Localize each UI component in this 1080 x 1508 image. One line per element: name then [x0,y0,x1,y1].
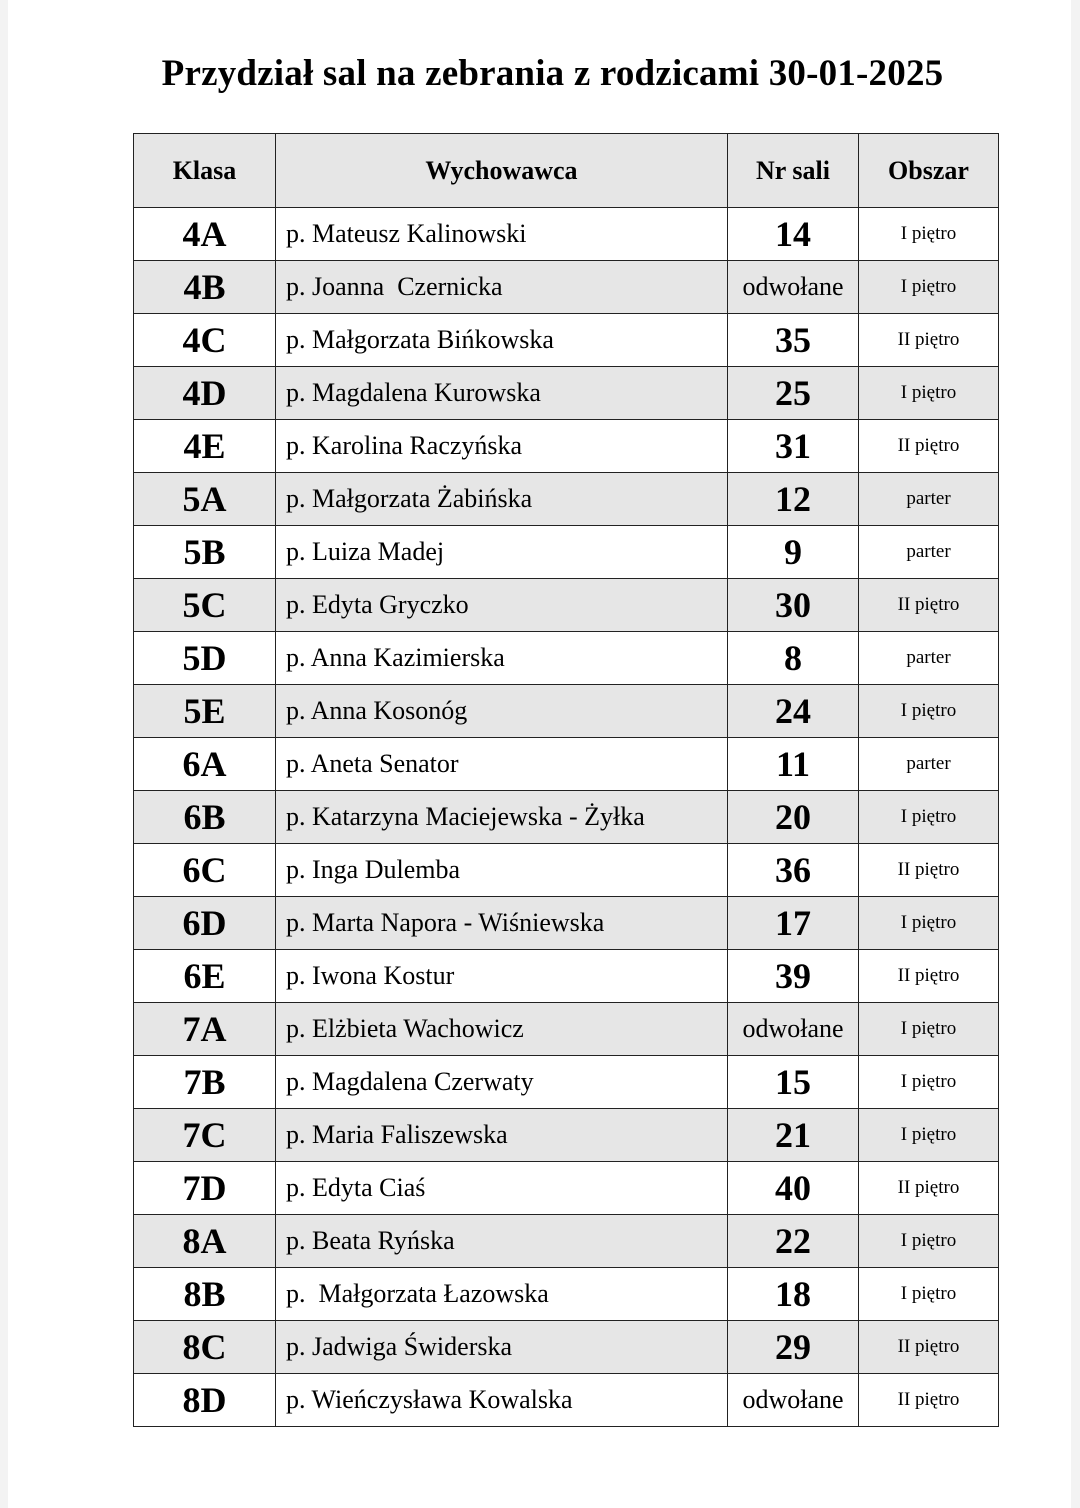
cell-nr-sali: 15 [728,1056,859,1109]
cell-klasa: 8B [134,1268,276,1321]
cell-obszar: parter [859,632,999,685]
header-obszar: Obszar [859,134,999,208]
cell-obszar: I piętro [859,685,999,738]
table-row [134,738,999,791]
table-row [134,1003,999,1056]
cell-klasa: 6B [134,791,276,844]
cell-obszar: I piętro [859,261,999,314]
cell-klasa: 6C [134,844,276,897]
cell-nr-sali: odwołane [728,1003,859,1056]
cell-nr-sali: odwołane [728,1374,859,1427]
table-row [134,632,999,685]
cell-obszar: parter [859,526,999,579]
cell-obszar: parter [859,738,999,791]
table-row [134,261,999,314]
table-row [134,1321,999,1374]
cell-nr-sali: 11 [728,738,859,791]
table-body [134,208,999,1427]
cell-wychowawca: p. Karolina Raczyńska [276,420,728,473]
cell-obszar: I piętro [859,1003,999,1056]
cell-obszar: II piętro [859,420,999,473]
table-row [134,473,999,526]
room-assignment-table [133,133,999,1427]
header-klasa: Klasa [134,134,276,208]
table-row [134,1109,999,1162]
table-row [134,1162,999,1215]
cell-klasa: 4B [134,261,276,314]
table-row [134,685,999,738]
cell-wychowawca: p. Jadwiga Świderska [276,1321,728,1374]
cell-klasa: 4E [134,420,276,473]
cell-nr-sali: odwołane [728,261,859,314]
cell-nr-sali: 40 [728,1162,859,1215]
cell-nr-sali: 8 [728,632,859,685]
cell-nr-sali: 18 [728,1268,859,1321]
table-row [134,420,999,473]
cell-klasa: 4A [134,208,276,261]
table-header [134,134,999,208]
cell-wychowawca: p. Edyta Gryczko [276,579,728,632]
cell-klasa: 4D [134,367,276,420]
cell-klasa: 4C [134,314,276,367]
cell-obszar: I piętro [859,208,999,261]
cell-nr-sali: 14 [728,208,859,261]
cell-obszar: I piętro [859,367,999,420]
cell-wychowawca: p. Katarzyna Maciejewska - Żyłka [276,791,728,844]
cell-obszar: II piętro [859,1321,999,1374]
cell-klasa: 5E [134,685,276,738]
cell-obszar: II piętro [859,1374,999,1427]
table-row [134,367,999,420]
cell-nr-sali: 22 [728,1215,859,1268]
cell-wychowawca: p. Inga Dulemba [276,844,728,897]
cell-klasa: 7D [134,1162,276,1215]
cell-nr-sali: 36 [728,844,859,897]
cell-klasa: 8C [134,1321,276,1374]
cell-nr-sali: 25 [728,367,859,420]
cell-wychowawca: p. Iwona Kostur [276,950,728,1003]
cell-wychowawca: p. Joanna Czernicka [276,261,728,314]
cell-wychowawca: p. Luiza Madej [276,526,728,579]
cell-wychowawca: p. Maria Faliszewska [276,1109,728,1162]
table-row [134,791,999,844]
cell-nr-sali: 21 [728,1109,859,1162]
cell-obszar: II piętro [859,579,999,632]
cell-obszar: I piętro [859,897,999,950]
page-title: Przydział sal na zebrania z rodzicami 30-01-2025 [161,53,944,94]
cell-klasa: 6D [134,897,276,950]
table-row [134,897,999,950]
header-nr-sali: Nr sali [728,134,859,208]
cell-nr-sali: 20 [728,791,859,844]
cell-klasa: 7C [134,1109,276,1162]
cell-nr-sali: 9 [728,526,859,579]
table-row [134,1215,999,1268]
cell-klasa: 5C [134,579,276,632]
cell-nr-sali: 30 [728,579,859,632]
cell-nr-sali: 12 [728,473,859,526]
table-row [134,208,999,261]
cell-wychowawca: p. Edyta Ciaś [276,1162,728,1215]
cell-wychowawca: p. Beata Ryńska [276,1215,728,1268]
table-row [134,844,999,897]
cell-obszar: I piętro [859,791,999,844]
cell-klasa: 5B [134,526,276,579]
cell-nr-sali: 29 [728,1321,859,1374]
cell-wychowawca: p. Wieńczysława Kowalska [276,1374,728,1427]
cell-nr-sali: 39 [728,950,859,1003]
cell-obszar: I piętro [859,1268,999,1321]
cell-obszar: parter [859,473,999,526]
table-row [134,526,999,579]
cell-obszar: I piętro [859,1056,999,1109]
cell-obszar: II piętro [859,844,999,897]
cell-wychowawca: p. Małgorzata Łazowska [276,1268,728,1321]
cell-nr-sali: 17 [728,897,859,950]
cell-klasa: 6A [134,738,276,791]
cell-obszar: II piętro [859,950,999,1003]
cell-obszar: I piętro [859,1215,999,1268]
cell-klasa: 7B [134,1056,276,1109]
cell-obszar: II piętro [859,314,999,367]
cell-klasa: 8A [134,1215,276,1268]
table-row [134,314,999,367]
table-row [134,1374,999,1427]
table-row [134,950,999,1003]
cell-wychowawca: p. Małgorzata Bińkowska [276,314,728,367]
cell-klasa: 5D [134,632,276,685]
header-row [134,134,999,208]
cell-wychowawca: p. Magdalena Czerwaty [276,1056,728,1109]
header-wychowawca: Wychowawca [276,134,728,208]
cell-wychowawca: p. Anna Kosonóg [276,685,728,738]
cell-wychowawca: p. Mateusz Kalinowski [276,208,728,261]
cell-obszar: II piętro [859,1162,999,1215]
cell-obszar: I piętro [859,1109,999,1162]
cell-wychowawca: p. Anna Kazimierska [276,632,728,685]
cell-klasa: 7A [134,1003,276,1056]
cell-klasa: 6E [134,950,276,1003]
cell-klasa: 5A [134,473,276,526]
cell-wychowawca: p. Aneta Senator [276,738,728,791]
cell-wychowawca: p. Małgorzata Żabińska [276,473,728,526]
cell-klasa: 8D [134,1374,276,1427]
table-row [134,1056,999,1109]
table-row [134,579,999,632]
table-row [134,1268,999,1321]
cell-wychowawca: p. Marta Napora - Wiśniewska [276,897,728,950]
cell-nr-sali: 31 [728,420,859,473]
cell-wychowawca: p. Elżbieta Wachowicz [276,1003,728,1056]
cell-nr-sali: 35 [728,314,859,367]
cell-nr-sali: 24 [728,685,859,738]
cell-wychowawca: p. Magdalena Kurowska [276,367,728,420]
